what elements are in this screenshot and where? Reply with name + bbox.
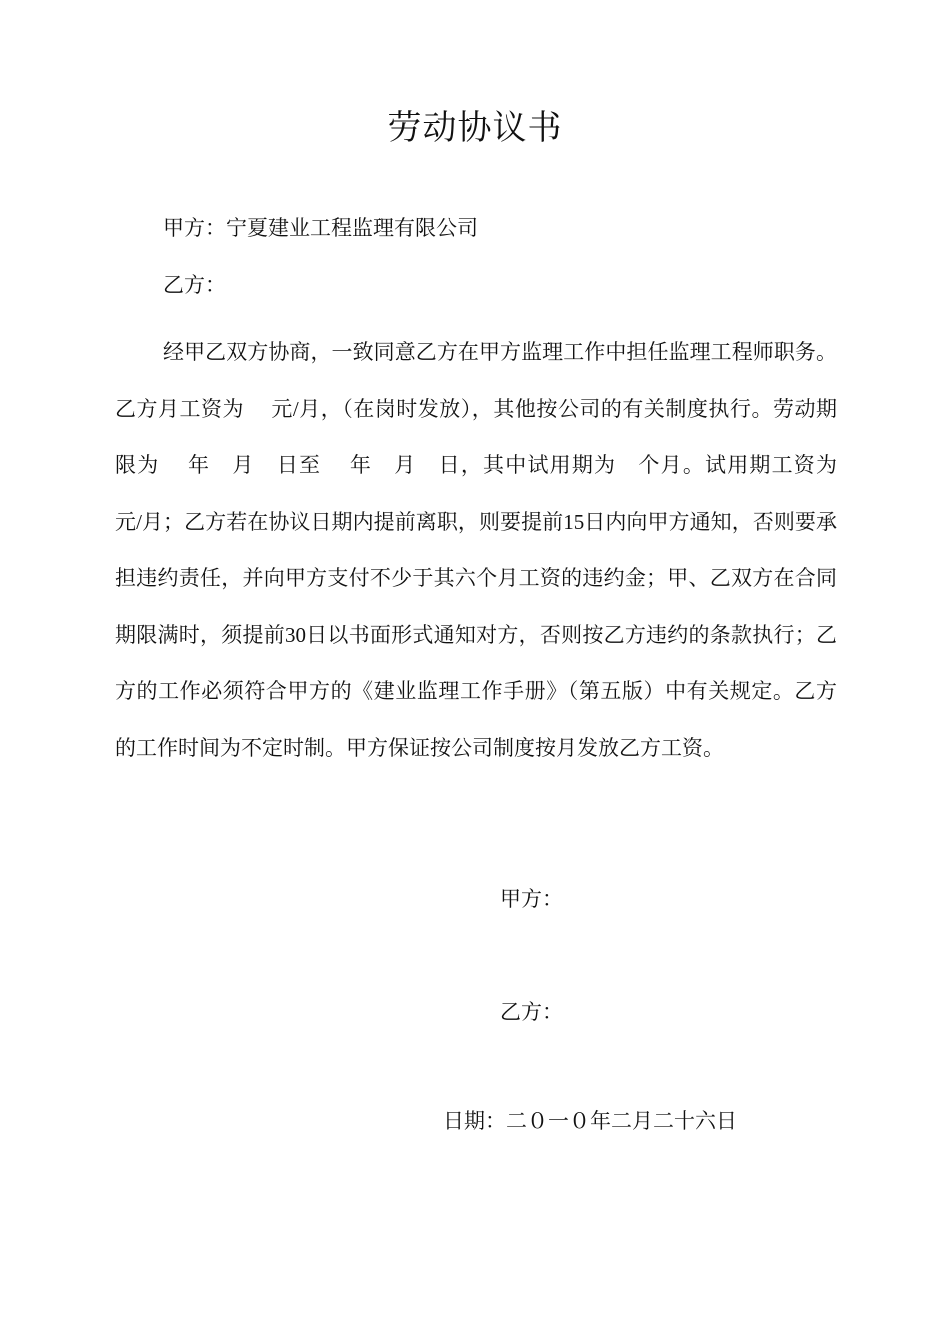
party-a-line: 甲方：宁夏建业工程监理有限公司 — [163, 216, 478, 240]
signature-party-b: 乙方： — [500, 1000, 563, 1024]
party-b-line: 乙方： — [163, 273, 226, 297]
signature-party-a: 甲方： — [500, 887, 563, 911]
agreement-date: 日期：二０一０年二月二十六日 — [443, 1109, 737, 1133]
document-title: 劳动协议书 — [387, 108, 563, 148]
agreement-body: 经甲乙双方协商，一致同意乙方在甲方监理工作中担任监理工程师职务。乙方月工资为 元/月，（在岗时发放），其他按公司的有关制度执行。劳动期限为 年 月 日至 年 月 日，其中试用期为 个月。试用期工资为 元/月；乙方若在协议日期内提前离职，则要提前15日内向甲方通知，否则要承担违约责任，并向甲方支付不少于其六个月工资的违约金；甲、乙双方在合同期限满时，须提前30日以书面形式通知对方，否则按乙方违约的条款执行；乙方的工作必须符合甲方的《建业监理工作手册》（第五版）中有关规定。乙方的工作时间为不定时制。甲方保证按公司制度按月发放乙方工资。 — [115, 340, 864, 760]
